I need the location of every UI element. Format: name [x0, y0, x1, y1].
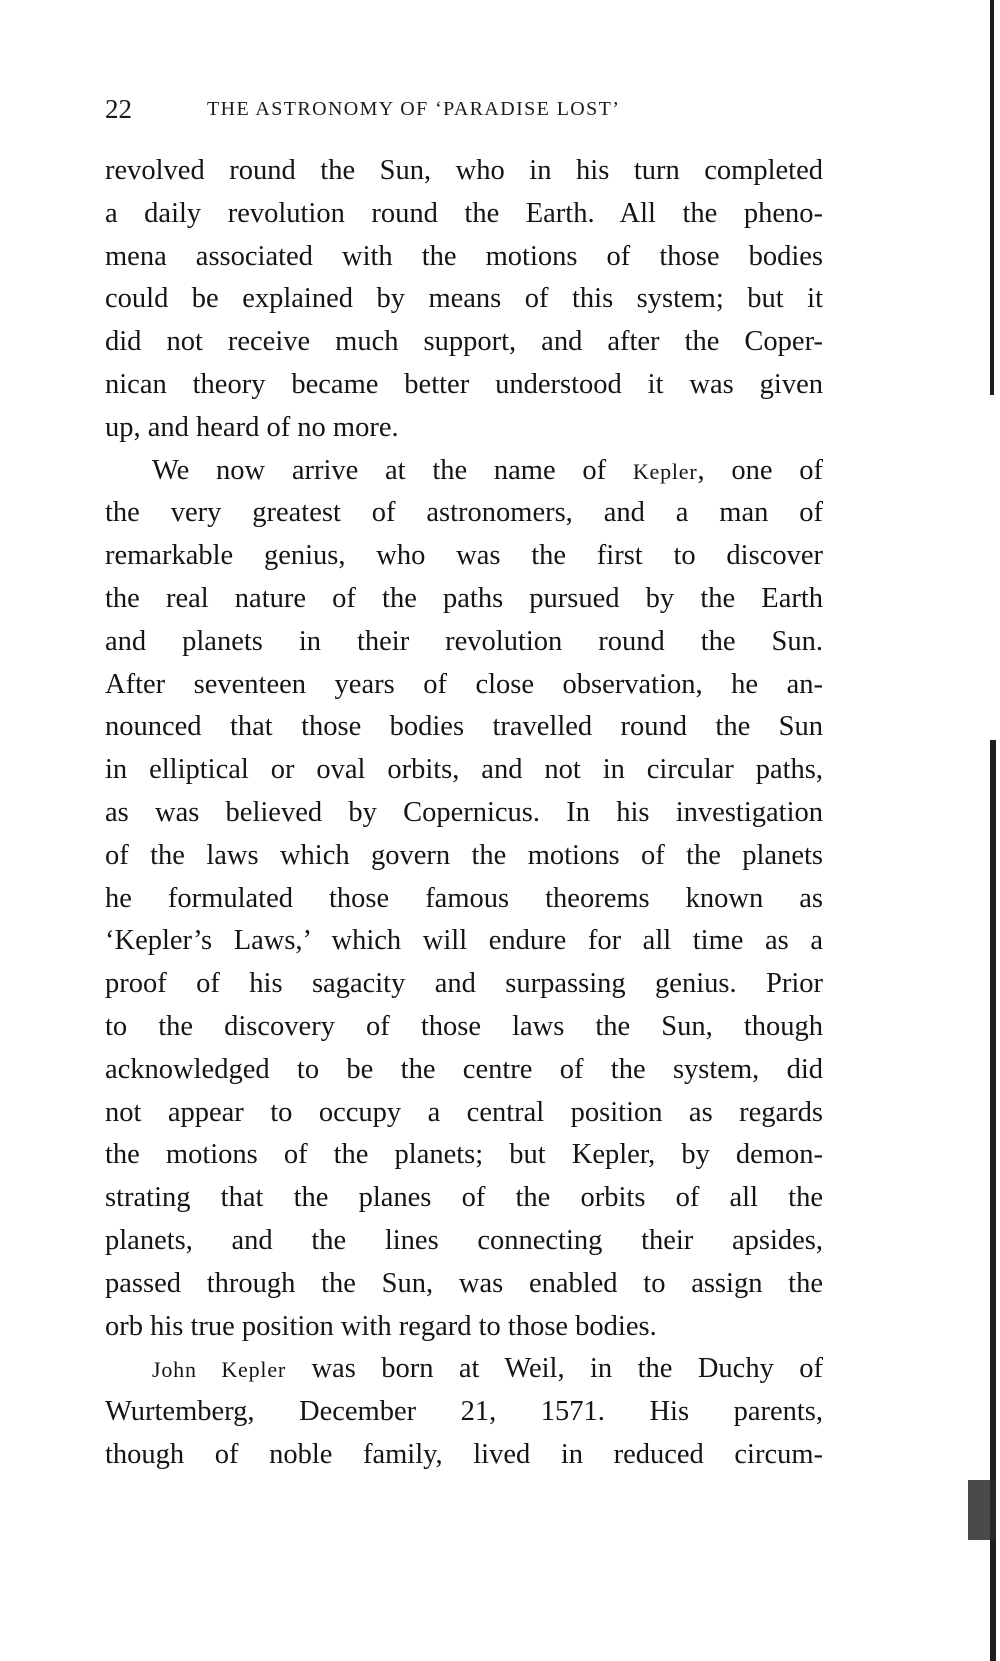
text-line: the real nature of the paths pursued by the Earth: [105, 582, 823, 614]
text-line: to the discovery of those laws the Sun, though: [105, 1010, 823, 1042]
text-line: [105, 1348, 823, 1391]
text-line: and planets in their revolution round the Sun.: [105, 625, 823, 657]
text-line: revolved round the Sun, who in his turn completed: [105, 155, 823, 186]
text-line: acknowledged to be the centre of the system, did: [105, 1053, 823, 1085]
running-title: THE ASTRONOMY OF ‘PARADISE LOST’: [207, 98, 621, 120]
page-header: [105, 92, 825, 126]
text-line: ‘Kepler’s Laws,’ which will endure for all time as a: [105, 925, 823, 957]
text-line: orb his true position with regard to those bodies.: [105, 1310, 657, 1342]
text-line: planets, and the lines connecting their apsides,: [105, 1224, 823, 1256]
text-run: We now arrive at the name of: [152, 454, 633, 486]
text-line: the very greatest of astronomers, and a man of: [105, 497, 823, 529]
text-line: Wurtemberg, December 21, 1571. His parents,: [105, 1396, 823, 1428]
text-line: though of noble family, lived in reduced circum-: [105, 1438, 823, 1470]
text-run: was born at Weil, in the Duchy of: [286, 1353, 824, 1385]
small-caps-name: Kepler: [632, 458, 698, 484]
text-line: strating that the planes of the orbits of all the: [105, 1182, 823, 1214]
body-text: [105, 150, 823, 1477]
text-line: of the laws which govern the motions of the planets: [105, 839, 823, 871]
text-line: nounced that those bodies travelled round the Sun: [105, 711, 823, 743]
text-line: in elliptical or oval orbits, and not in circular paths,: [105, 754, 823, 786]
text-line: a daily revolution round the Earth. All the pheno-: [105, 197, 823, 229]
text-line: he formulated those famous theorems known as: [105, 882, 823, 914]
text-line: as was believed by Copernicus. In his investigation: [105, 796, 823, 828]
text-line: nican theory became better understood it was given: [105, 368, 823, 400]
text-line: could be explained by means of this system; but it: [105, 283, 823, 315]
scan-edge-mark: [968, 1480, 996, 1540]
text-line: the motions of the planets; but Kepler, by demon-: [105, 1139, 823, 1171]
text-line: mena associated with the motions of those bodies: [105, 240, 823, 272]
text-line: up, and heard of no more.: [105, 411, 399, 443]
text-line: After seventeen years of close observation, he an-: [105, 668, 823, 700]
scan-edge-mark: [990, 0, 994, 395]
text-line: not appear to occupy a central position as regards: [105, 1096, 823, 1128]
text-line: remarkable genius, who was the first to discover: [105, 540, 823, 572]
text-line: [105, 450, 823, 493]
text-line: proof of his sagacity and surpassing genius. Prior: [105, 968, 823, 1000]
page-number: 22: [105, 94, 132, 124]
small-caps-name: John Kepler: [152, 1357, 287, 1383]
text-run: , one of: [697, 454, 823, 486]
text-line: did not receive much support, and after the Coper-: [105, 326, 823, 358]
text-line: passed through the Sun, was enabled to assign the: [105, 1267, 823, 1299]
